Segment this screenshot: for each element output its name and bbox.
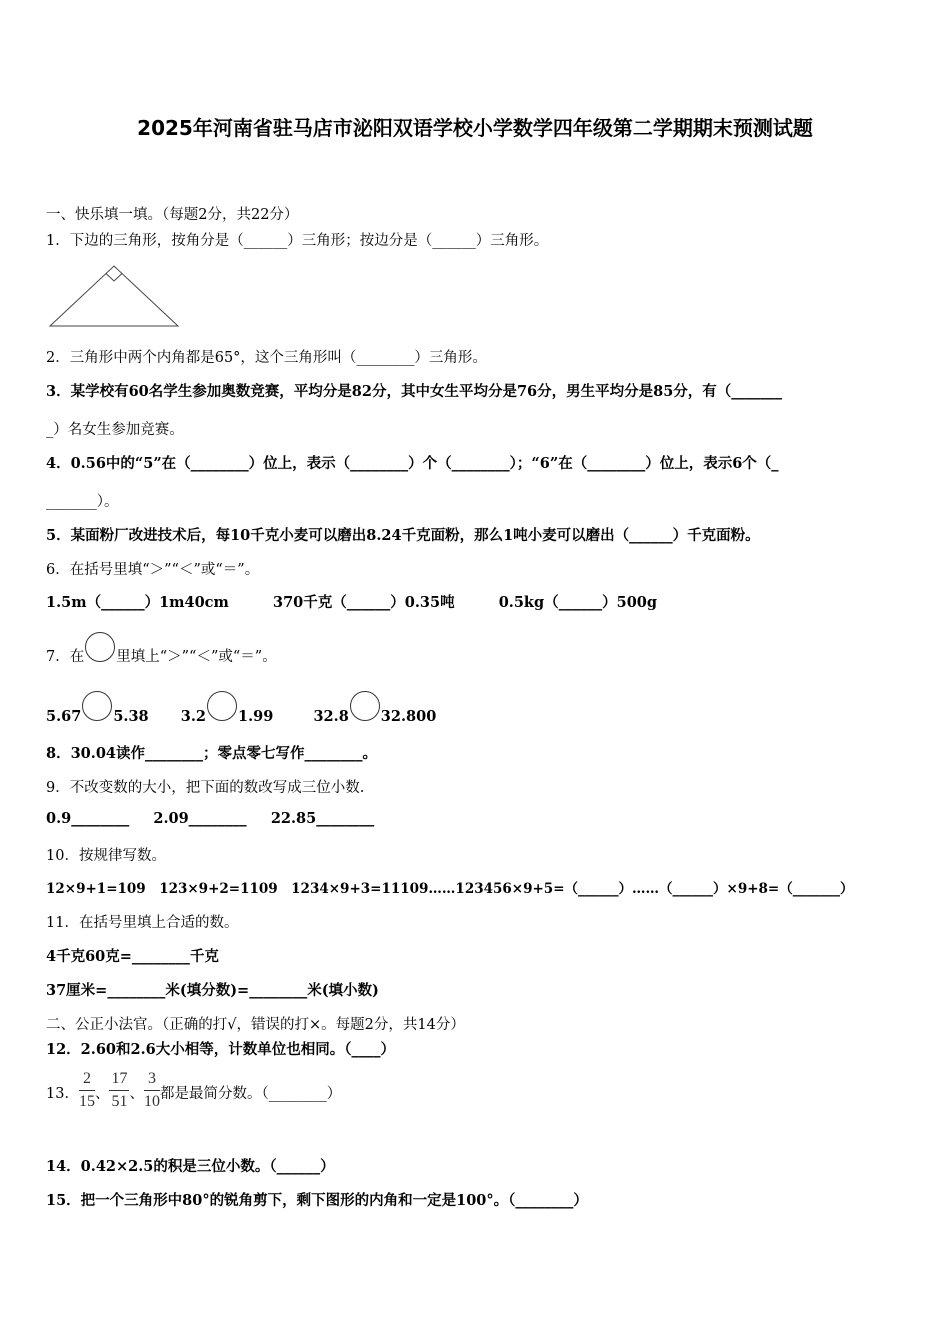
question-9: 9．不改变数的大小，把下面的数改写成三位小数. <box>46 780 365 796</box>
compare-circle-icon[interactable] <box>207 691 237 721</box>
question-15: 15．把一个三角形中80°的锐角剪下，剩下图形的内角和一定是100°。（________） <box>46 1192 588 1209</box>
question-1: 1．下边的三角形，按角分是（______）三角形；按边分是（______）三角形。 <box>46 233 549 249</box>
question-3-line-2: _）名女生参加竞赛。 <box>46 422 184 438</box>
q6-item: 370千克（______）0.35吨 <box>272 594 455 611</box>
question-8: 8．30.04读作________；零点零七写作________。 <box>46 745 377 762</box>
question-2: 2．三角形中两个内角都是65°，这个三角形叫（________）三角形。 <box>46 350 487 366</box>
section-heading-2: 二、公正小法官。（正确的打√，错误的打×。每题2分，共14分） <box>46 1017 465 1033</box>
question-9-items: 0.9________ 2.09________ 22.85________ <box>46 810 375 827</box>
question-7: 7．在 里填上“＞”“＜”或“＝”。 <box>46 636 277 666</box>
q6-item: 0.5kg（______）500g <box>498 594 658 611</box>
question-12: 12．2.60和2.6大小相等，计数单位也相同。（____） <box>46 1041 395 1058</box>
question-10-pattern: 12×9+1=109 123×9+2=1109 1234×9+3=11109……123456×9+5=（______）……（______）×9+8=（_______） <box>46 881 854 897</box>
compare-circle-icon[interactable] <box>82 691 112 721</box>
fraction: $\frac{2}{15}$ <box>78 1070 95 1110</box>
q6-item: 1.5m（______）1m40cm <box>46 594 229 611</box>
question-3-line-1: 3．某学校有60名学生参加奥数竞赛，平均分是82分，其中女生平均分是76分，男生平均分是85分，有（_______ <box>46 383 783 400</box>
question-11-a: 4千克60克=________千克 <box>46 948 219 965</box>
question-11: 11．在括号里填上合适的数。 <box>46 915 239 931</box>
triangle-figure <box>48 262 180 330</box>
question-13: 13． $\frac{2}{15}$ 、 $\frac{17}{51}$ 、 $\frac{3}{10}$ 都是最简分数。（________） <box>46 1070 342 1110</box>
fraction: $\frac{17}{51}$ <box>111 1070 128 1110</box>
compare-circle-icon[interactable] <box>350 691 380 721</box>
question-14: 14．0.42×2.5的积是三位小数。（______） <box>46 1158 335 1175</box>
question-6-items <box>46 591 657 612</box>
question-10: 10．按规律写数。 <box>46 848 166 864</box>
question-6: 6．在括号里填“＞”“＜”或“＝”。 <box>46 562 260 578</box>
question-4-line-2: _______）。 <box>46 494 119 510</box>
fraction: $\frac{3}{10}$ <box>143 1070 160 1110</box>
section-heading-1: 一、快乐填一填。（每题2分，共22分） <box>46 207 299 223</box>
question-5: 5．某面粉厂改进技术后，每10千克小麦可以磨出8.24千克面粉，那么1吨小麦可以磨出（______）千克面粉。 <box>46 527 760 544</box>
question-11-b: 37厘米=________米(填分数)=________米(填小数) <box>46 982 379 999</box>
compare-circle-icon <box>85 632 115 662</box>
question-7-items: 5.67 5.38 3.2 1.99 32.8 32.800 <box>46 695 436 725</box>
question-4-line-1: 4．0.56中的“5”在（________）位上，表示（________）个（________）；“6”在（________）位上，表示6个（_ <box>46 455 779 472</box>
page-title: 2025年河南省驻马店市泌阳双语学校小学数学四年级第二学期期末预测试题 <box>137 116 813 140</box>
